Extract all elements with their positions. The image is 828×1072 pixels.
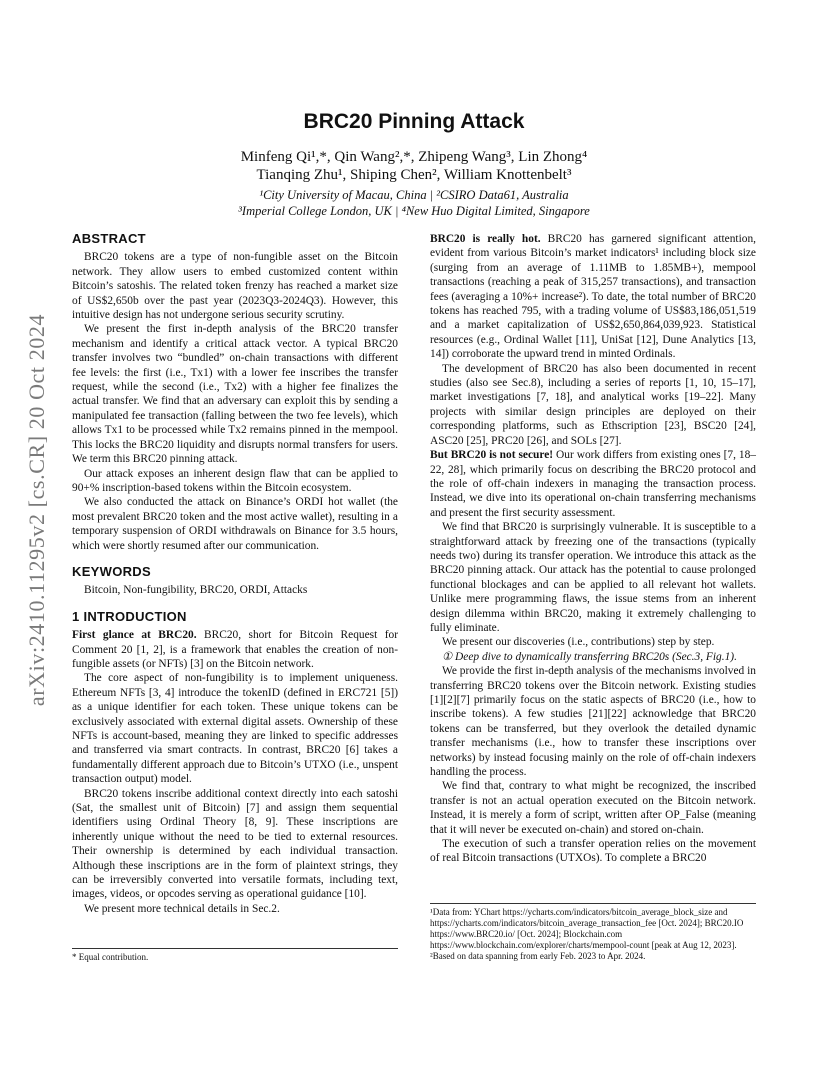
right-paragraph-4: We find that BRC20 is surprisingly vulnerable. It is susceptible to a straightforward attack by freezing one of the transactions (typically needs two) during its transfer operation. We introduce this attack as the BRC20 pinning attack. Our attack has the potential to cause prolonged functional blockages and can be applied to all relevant hot wallets. Unlike mere programming flaws, the issue stems from an inherent design dilemma within BRC20, making it extremely challenging to fully eliminate. (430, 521, 756, 634)
right-lead-3: But BRC20 is not secure! (430, 449, 554, 462)
abstract-paragraph-1: BRC20 tokens are a type of non-fungible asset on the Bitcoin network. They allow users to embed customized content within Bitcoin’s satoshis. The related token frenzy has reached a market size of US$2,650b over the past year (2023Q3-2024Q3). However, this intuitive design has not undergone serious security scrutiny. (72, 251, 398, 322)
footnote-1: ¹Data from: YChart https://ycharts.com/indicators/bitcoin_average_block_size and https://ycharts.com/indicators/bitcoin_average_transaction_fee [Oct. 2024]; BRC20.IO https://www.BRC20.io/ [Oct. 2024]; Blockchain.com https://www.blockchain.com/explorer/charts/mempool-count [peak at Aug 12, 2023]. (430, 907, 744, 950)
introduction-heading: 1 INTRODUCTION (72, 608, 187, 624)
keywords-heading: KEYWORDS (72, 563, 151, 579)
intro-lead: First glance at BRC20. (72, 629, 197, 642)
authors-line-2: Tianqing Zhu¹, Shiping Chen², William Knottenbelt³ (256, 167, 572, 183)
author-list (72, 148, 756, 184)
abstract-paragraph-3: Our attack exposes an inherent design flaw that can be applied to 90+% inscription-based tokens within the Bitcoin ecosystem. (72, 467, 398, 494)
affiliation-line-1: ¹City University of Macau, China | ²CSIRO Data61, Australia (259, 188, 569, 202)
abstract-paragraph-4: We also conducted the attack on Binance’s ORDI hot wallet (the most prevalent BRC20 token and the most active wallet), resulting in a temporary suspension of ORDI withdrawals on Binance for 3.5 hours, which were shortly resumed after our communication. (72, 496, 398, 552)
right-paragraph-8: We find that, contrary to what might be recognized, the inscribed transfer is not an actual operation executed on the Bitcoin network. Instead, it is merely a form of script, written after OP_False (meaning that it will never be executed on-chain) and stored on-chain. (430, 780, 756, 836)
footnote-rule (72, 948, 398, 949)
paper-title: BRC20 Pinning Attack (303, 110, 525, 133)
right-lead-1: BRC20 is really hot. (430, 233, 541, 245)
abstract-heading: ABSTRACT (72, 231, 146, 246)
right-column (430, 232, 756, 866)
right-footnotes (430, 903, 756, 962)
intro-paragraph-1-text: BRC20, short for Bitcoin Request for Comment 20 [1, 2], is a framework that enables the creation of non-fungible assets (or NFTs) [3] on the Bitcoin network. (72, 629, 398, 670)
equal-contribution-note: * Equal contribution. (72, 952, 149, 962)
footnote-2: ²Based on data spanning from early Feb. 2023 to Apr. 2024. (430, 951, 646, 961)
left-column (72, 232, 398, 916)
arxiv-identifier: arXiv:2410.11295v2 [cs.CR] 20 Oct 2024 (24, 313, 49, 707)
right-footnote-rule (430, 903, 756, 904)
authors-line-1: Minfeng Qi¹,*, Qin Wang²,*, Zhipeng Wang³, Lin Zhong⁴ (240, 149, 588, 165)
intro-paragraph-3: BRC20 tokens inscribe additional context directly into each satoshi (Sat, the smallest unit of Bitcoin) [7] and assign them sequential identifiers using Ordinal Theory [8, 9]. These inscriptions are inherently unique without the need to be tied to external resources. Their ownership is determined by each individual transaction. Although these inscriptions are in the form of plaintext strings, they can be irreversibly converted into versatile formats, including text, images, videos, or opcodes serving as operational guidance [10]. (72, 787, 398, 901)
keywords-text: Bitcoin, Non-fungibility, BRC20, ORDI, Attacks (84, 584, 308, 597)
right-paragraph-1-text: BRC20 has garnered significant attention, evident from various Bitcoin’s market indicators¹ including block size (surging from an average of 1.11MB to 1.85MB+), mempool transactions (reaching a peak of 315,257 transactions), and transaction fees (averaging a 10%+ increase²). To date, the total number of BRC20 tokens has reached 795, with a trading volume of US$83,186,051,519 and a market capitalization of US$2,650,864,039,923. Statistical resources (e.g., Ordinal Wallet [11], UniSat [12], Dune Analytics [13, 14]) corroborate the upward trend in minted Ordinals. (430, 233, 756, 361)
right-paragraph-3-text: Our work differs from existing ones [7, 18–22, 28], which primarily focus on describing the BRC20 protocol and the role of off-chain indexers in managing the transaction process. Instead, we dive into its operational on-chain transferring mechanisms and present the first security assessment. (430, 449, 756, 519)
right-paragraph-7: We provide the first in-depth analysis of the mechanisms involved in transferring BRC20 tokens over the Bitcoin network. Existing studies [1][2][7] primarily focus on the static aspects of BRC20 (i.e., how to inscribe tokens). A few studies [21][22] acknowledge that BRC20 tokens can be transferred, but they overlook the detailed dynamic transfer mechanisms (i.e., how to transfer these inscriptions over networks) by instead focusing mainly on the role of off-chain indexers handling the process. (430, 665, 756, 779)
right-paragraph-3 (430, 448, 756, 520)
right-paragraph-6: ① Deep dive to dynamically transferring BRC20s (Sec.3, Fig.1). (442, 650, 737, 663)
right-paragraph-2: The development of BRC20 has also been documented in recent studies (also see Sec.8), including a series of reports [1, 10, 15–17], market investigations [7, 18], and analytical works [19–22]. Many projects with similar design principles are deployed on their corresponding platforms, such as Ethscription [23], BSC20 [24], ASC20 [25], PRC20 [26], and SOLs [27]. (430, 362, 756, 447)
right-paragraph-1 (430, 232, 756, 362)
intro-paragraph-1 (72, 628, 398, 671)
affiliation-line-2: ³Imperial College London, UK | ⁴New Huo Digital Limited, Singapore (238, 204, 590, 218)
affiliations (72, 187, 756, 219)
intro-paragraph-4: We present more technical details in Sec.2. (84, 902, 280, 915)
intro-paragraph-2: The core aspect of non-fungibility is to implement uniqueness. Ethereum NFTs [3, 4] introduce the tokenID (defined in ERC721 [5]) as a unique identifier for each token. These unique tokens can be exclusively associated with external digital assets. Ownership of these NFTs is account-based, meaning they are linked to specific addresses and transferred via smart contracts. In contrast, BRC20 [6] takes a fundamentally different approach due to Bitcoin’s UTXO (i.e., unspent transaction output) model. (72, 672, 398, 786)
right-paragraph-9: The execution of such a transfer operation relies on the movement of real Bitcoin transactions (UTXOs). To complete a BRC20 (430, 838, 756, 865)
left-footnote (72, 948, 398, 963)
right-paragraph-5: We present our discoveries (i.e., contributions) step by step. (442, 636, 715, 649)
abstract-paragraph-2: We present the first in-depth analysis of the BRC20 transfer mechanism and identify a critical attack vector. A typical BRC20 transfer involves two “bundled” on-chain transactions with different fee levels: the first (i.e., Tx1) with a lower fee inscribes the transfer request, while the second (i.e., Tx2) with a higher fee finalizes the actual transfer. We find that an adversary can exploit this by sending a manipulated fee transaction (falling between the two fee levels), which allows Tx1 to be processed while Tx2 remains pinned in the mempool. This locks the BRC20 liquidity and disrupts normal transfers for users. We term this BRC20 pinning attack. (72, 323, 398, 466)
